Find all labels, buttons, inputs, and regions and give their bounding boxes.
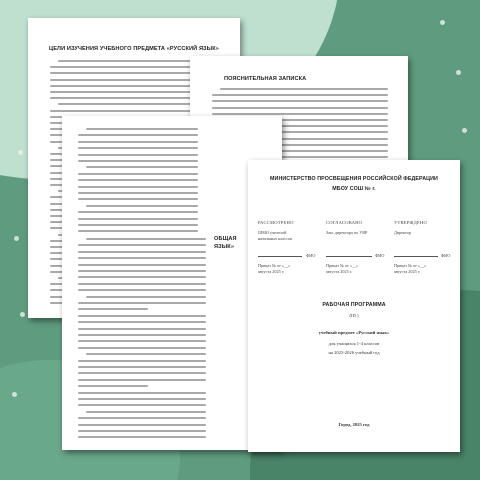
approval-protocol: августа 2025 г. — [326, 269, 353, 274]
program-id: (ID ) — [349, 313, 359, 318]
approval-fio: ФИО — [306, 253, 316, 258]
approval-protocol: августа 2025 г. — [258, 269, 285, 274]
section-heading: ОБЩАЯ — [214, 236, 237, 242]
decor-dot — [12, 392, 17, 397]
text-line — [78, 218, 198, 220]
text-line — [78, 334, 206, 336]
text-line — [212, 113, 388, 115]
signature-line — [326, 256, 372, 257]
approval-role: Директор — [394, 230, 411, 235]
approval-heading: УТВЕРЖДЕНО — [394, 220, 428, 225]
text-line — [78, 289, 206, 291]
approval-role: начальных классов — [258, 236, 292, 241]
text-line — [78, 257, 206, 259]
text-line — [212, 107, 388, 109]
text-line — [78, 179, 198, 181]
page-title: ЦЕЛИ ИЗУЧЕНИЯ УЧЕБНОГО ПРЕДМЕТА «РУССКИЙ ЯЗЫК» — [49, 46, 219, 52]
text-line — [78, 251, 206, 253]
text-line — [78, 372, 206, 374]
text-line — [78, 134, 198, 136]
text-line — [78, 328, 206, 330]
page-title: ПОЯСНИТЕЛЬНАЯ ЗАПИСКА — [224, 76, 307, 82]
approval-protocol: Приказ № от «__» — [258, 263, 291, 268]
text-line — [212, 100, 388, 102]
approval-protocol: августа 2025 г. — [394, 269, 421, 274]
text-line — [78, 186, 198, 188]
text-line — [78, 315, 206, 317]
approval-protocol: Приказ № от «__» — [326, 263, 359, 268]
text-line — [212, 94, 388, 96]
text-line — [78, 360, 206, 362]
decor-dot — [14, 236, 19, 241]
text-line — [78, 173, 198, 175]
signature-line — [394, 256, 438, 257]
city-year: Город, 2025 год — [338, 422, 370, 427]
approval-heading: РАССМОТРЕНО — [258, 220, 294, 225]
text-line — [78, 147, 198, 149]
text-line — [78, 198, 198, 200]
text-line — [78, 160, 198, 162]
text-line — [78, 264, 206, 266]
section-heading: ЯЗЫК» — [214, 244, 235, 250]
approval-fio: ФИО — [441, 253, 451, 258]
text-line — [78, 192, 198, 194]
text-line — [78, 154, 198, 156]
text-line — [78, 385, 148, 387]
text-line — [78, 141, 198, 143]
approval-role: Зам. директора по УВР — [326, 230, 368, 235]
signature-line — [258, 256, 302, 257]
text-line — [78, 417, 206, 419]
text-line — [220, 88, 388, 90]
text-line — [78, 308, 148, 310]
text-line — [78, 398, 206, 400]
decor-dot — [440, 20, 445, 25]
text-line — [78, 436, 206, 438]
text-line — [86, 353, 206, 355]
approval-fio: ФИО — [375, 253, 385, 258]
text-line — [86, 128, 198, 130]
text-line — [78, 302, 206, 304]
decor-dot — [20, 312, 25, 317]
decor-dot — [456, 70, 461, 75]
text-line — [78, 424, 206, 426]
text-line — [86, 411, 206, 413]
text-line — [78, 270, 206, 272]
subject-name: учебный предмет «Русский язык» — [318, 330, 390, 335]
text-line — [78, 244, 206, 246]
text-line — [78, 340, 206, 342]
decor-dot — [18, 150, 23, 155]
approval-heading: СОГЛАСОВАНО — [326, 220, 363, 225]
school-name: МБОУ СОШ № г. — [332, 186, 376, 192]
approval-protocol: Приказ № от «__» — [394, 263, 427, 268]
document-page-title — [248, 160, 460, 452]
academic-year: на 2025-2026 учебный год — [328, 350, 380, 355]
text-line — [78, 379, 206, 381]
text-line — [78, 224, 198, 226]
approval-role: ШМО учителей — [258, 230, 287, 235]
text-line — [78, 230, 198, 232]
text-line — [78, 392, 206, 394]
text-line — [78, 276, 206, 278]
text-line — [78, 366, 206, 368]
text-line — [86, 205, 198, 207]
text-line — [78, 404, 206, 406]
text-line — [86, 166, 198, 168]
text-line — [86, 296, 206, 298]
text-line — [78, 283, 206, 285]
decor-dot — [462, 128, 467, 133]
program-title: РАБОЧАЯ ПРОГРАММА — [322, 302, 386, 308]
text-line — [78, 347, 206, 349]
audience: для учащихся 1-4 классов — [328, 341, 380, 346]
text-line — [78, 430, 206, 432]
text-line — [78, 321, 206, 323]
text-line — [86, 238, 206, 240]
ministry-name: МИНИСТЕРСТВО ПРОСВЕЩЕНИЯ РОССИЙСКОЙ ФЕДЕРАЦИИ — [270, 176, 438, 182]
text-line — [78, 211, 198, 213]
